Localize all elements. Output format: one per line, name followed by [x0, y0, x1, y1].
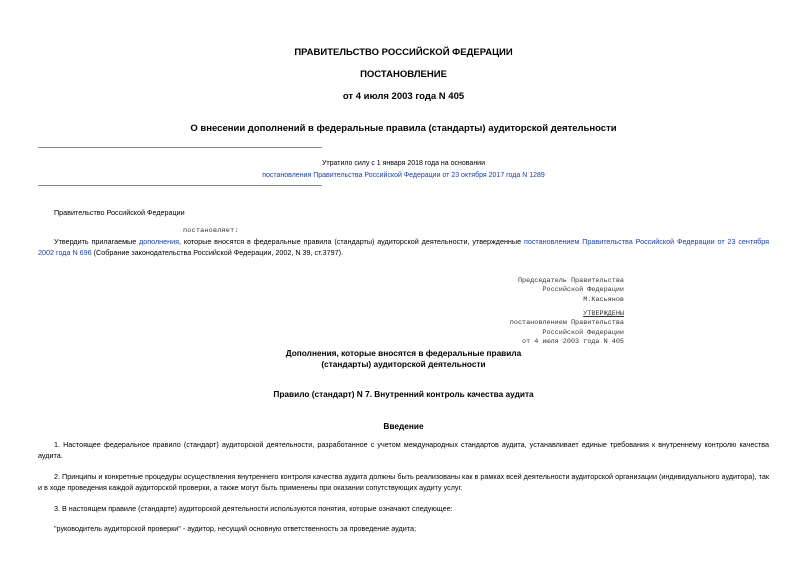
approved-line-4: от 4 июля 2003 года N 405	[522, 338, 624, 347]
divider-bottom	[38, 185, 322, 186]
paragraph-4	[38, 523, 769, 534]
document-title: О внесении дополнений в федеральные правила (стандарты) аудиторской деятельности	[190, 123, 617, 134]
status-link-row	[0, 170, 807, 181]
doc-type-heading: ПОСТАНОВЛЕНИЕ	[360, 69, 447, 80]
signature-line-2: Российской Федерации	[542, 286, 624, 295]
paragraph-2-text: 2. Принципы и конкретные процедуры осуществления внутреннего контроля качества аудита должны быть реализованы как в рамках всей деятельности аудиторской организации (индивидуального аудитора), так и в ходе проведения каждой аудиторской проверки, а также могут быть применены при оказании сопутствующих аудиту услуг.	[38, 472, 769, 492]
approve-paragraph	[38, 236, 769, 258]
signature-line-3: М.Касьянов	[583, 295, 624, 304]
paragraph-3	[38, 503, 769, 514]
approve-text-end: (Собрание законодательства Российской Федерации, 2002, N 39, ст.3797).	[91, 248, 343, 257]
approved-line-2: постановлением Правительства	[509, 319, 624, 328]
annex-title	[0, 348, 807, 370]
signature-block	[518, 277, 624, 305]
decree-696-link[interactable]: постановлением Правительства Российской Федерации от 23 сентября 2002 года N 696	[38, 237, 770, 257]
approved-block	[510, 310, 624, 348]
approve-text-start: Утвердить прилагаемые	[54, 237, 140, 246]
org-heading: ПРАВИТЕЛЬСТВО РОССИЙСКОЙ ФЕДЕРАЦИИ	[294, 47, 513, 58]
rule-title: Правило (стандарт) N 7. Внутренний контроль качества аудита	[273, 389, 534, 399]
paragraph-3-text: 3. В настоящем правиле (стандарте) аудиторской деятельности используются понятия, которые означают следующее:	[54, 504, 453, 513]
approved-line-1: УТВЕРЖДЕНЫ	[583, 310, 624, 318]
date-number-heading: от 4 июля 2003 года N 405	[342, 91, 465, 102]
paragraph-1-text: 1. Настоящее федеральное правило (стандарт) аудиторской деятельности, разработанное с учетом международных стандартов аудита, устанавливает единые требования к внутреннему контролю качества аудита.	[38, 440, 769, 460]
paragraph-2	[38, 471, 769, 493]
status-line: Утратило силу с 1 января 2018 года на основании	[321, 160, 486, 167]
repeal-decree-link[interactable]: постановления Правительства Российской Федерации от 23 октября 2017 года N 1289	[262, 172, 545, 179]
decree-word: постановляет:	[183, 227, 239, 235]
paragraph-4-text: "руководитель аудиторской проверки" - аудитор, несущий основную ответственность за проведение аудита;	[54, 524, 416, 533]
government-label: Правительство Российской Федерации	[54, 208, 185, 217]
divider-top	[38, 147, 322, 148]
additions-link[interactable]: дополнения	[139, 237, 180, 246]
paragraph-1	[38, 439, 769, 461]
annex-title-line-1: Дополнения, которые вносятся в федеральные правила	[285, 348, 522, 358]
signature-line-1: Председатель Правительства	[517, 277, 624, 285]
intro-heading: Введение	[383, 421, 424, 431]
approve-text-mid: , которые вносятся в федеральные правила (стандарты) аудиторской деятельности, утвержденные	[179, 237, 524, 246]
approved-line-3: Российской Федерации	[542, 328, 624, 337]
annex-title-line-2: (стандарты) аудиторской деятельности	[321, 359, 486, 369]
